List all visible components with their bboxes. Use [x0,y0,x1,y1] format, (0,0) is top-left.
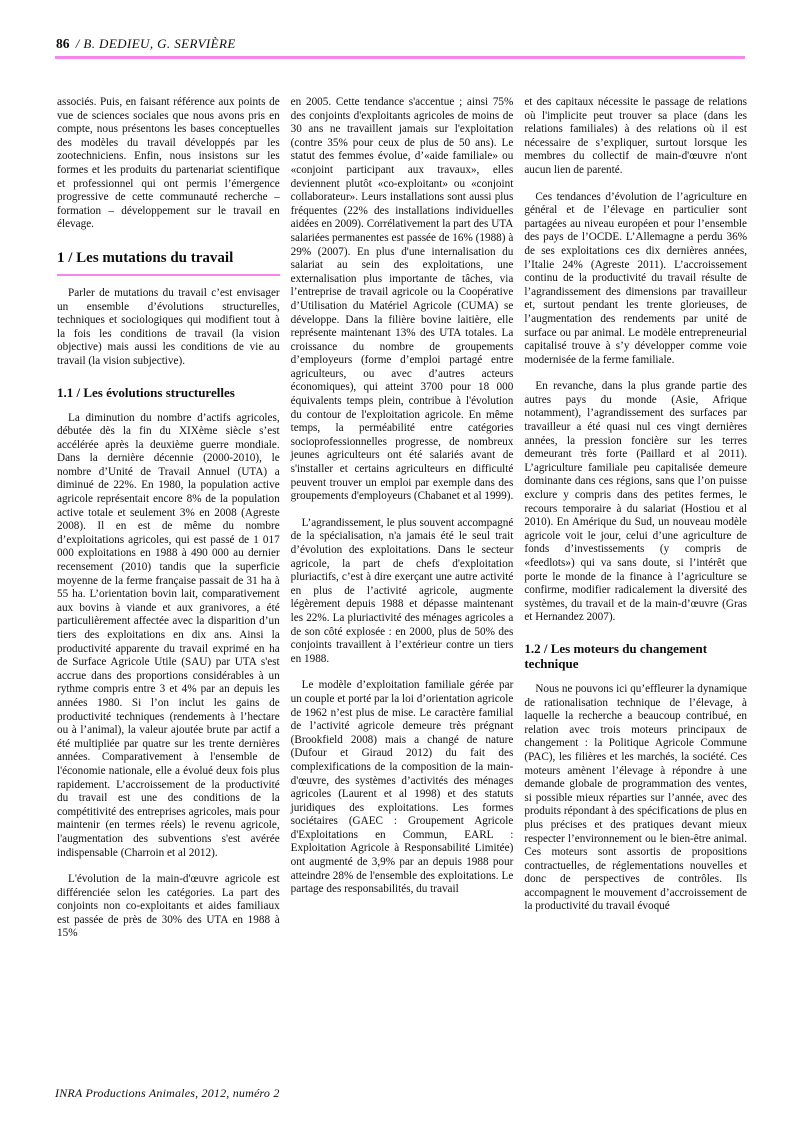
page-number: 86 [56,36,70,51]
running-head [56,36,236,52]
running-head-authors: / B. DEDIEU, G. SERVIÈRE [75,36,236,51]
journal-footer [55,1086,280,1101]
subsection-heading-evolutions-structurelles: 1.1 / Les évolutions structurelles [57,384,235,400]
paragraph: en 2005. Cette tendance s'accentue ; ainsi 75% des conjoints d'exploitants agricoles de moins de 30 ans ne travaillent jamais sur l'exploitation (contre 35% pour ceux de plus de 50 ans). Le statut des femmes évolue, d’«aide familiale» ou «conjoint participant aux travaux», elles deviennent plutôt «co-exploitant» ou «conjoint collaborateur». Leurs installations sont aussi plus fréquentes (22% des installations individuelles aidées en 2009). Corrélativement la part des UTA salariées permanentes est passée de 16% (1988) à 29% (2007). En plus d'une internalisation du salariat au sein des exploitations, une externalisation plus importante de tâches, via l’entreprise de travail agricole ou la Coopérative d’Utilisation du Matériel Agricole (CUMA) se développe. Dans la filière bovine laitière, elle représente maintenant 13% des UTA totales. La croissance du nombre de groupements d’employeurs (forme d’emploi partagé entre agriculteurs, ou avec d’autres acteurs économiques), qui atteint 3700 pour 18 000 équivalents temps plein, contribue à l'évolution du contour de l'exploitation agricole. En même temps, la perméabilité entre catégories socioprofessionnelles progresse, de nombreux jeunes agriculteurs ont été salariés avant de s'installer et certains agriculteurs en difficulté peuvent trouver un emploi par exemple dans des groupements d'employeurs (Chabanet et al 1999). [290,96,514,503]
section-heading-mutations-du-travail: 1 / Les mutations du travail [57,250,280,276]
paragraph: Ces tendances d’évolution de l’agriculture en général et de l’élevage en particulier sont partagées au niveau européen et pour l’ensemble des pays de l’OCDE. L’Allemagne a perdu 36% de ses exploitations ces dix dernières années, l’Italie 24% (Agreste 2011). L’accroissement continu de la productivité du travail résulte de l’agrandissement des dimensions par travailleur et, surtout pendant les trente glorieuses, de l’augmentation des rendements par unité de surface ou par animal. Le modèle entrepreneurial capitalisé trouve à s’y développer comme voie modernisée de la ferme familiale. [524,190,748,366]
paragraph: La diminution du nombre d’actifs agricoles, débutée dès la fin du XIXème siècle s’est accélérée après la deuxième guerre mondiale. Dans la dernière décennie (2000-2010), le nombre d’Unité de Travail Annuel (UTA) a diminué de 22%. En 1980, la population active agricole représentait encore 8% de la population active totale et seulement 3% en 2008 (Agreste 2008). Il en est de même du nombre d’exploitations agricoles, qui est passé de 1 017 000 exploitations en 1988 à 490 000 au dernier recensement (2010) tandis que la superficie moyenne de la ferme française passait de 31 ha à 55 ha. L’orientation bovin lait, comparativement aux bovins à viande et aux granivores, a été particulièrement affectée avec la disparition d’un tiers des exploitations en dix ans. Ainsi la productivité apparente du travail exprimé en ha de Surface Agricole Utile (SAU) par UTA s'est accrue dans des proportions considérables à un rythme compris entre 3 et 4% par an depuis les années 1980. Si l’on inclut les gains de productivité techniques (rendements à l’hectare ou à l’animal), la valeur ajoutée brute par actif a été multipliée par quatre sur les trente dernières années. Comparativement à l'ensemble de l'économie nationale, elle a évolué deux fois plus rapidement. L’accroissement de la productivité du travail est une des conditions de la compétitivité des entreprises agricoles, mais pour maintenir (en termes réels) le revenu agricole, l'augmentation des subventions s'est avérée indispensable (Charroin et al 2012). [57,411,280,859]
paragraph: Nous ne pouvons ici qu’effleurer la dynamique de rationalisation technique de l’élevage, à laquelle la recherche a beaucoup contribué, en relation avec trois moteurs principaux de changement : la Politique Agricole Commune (PAC), les filières et les marchés, la société. Ces moteurs amènent l’élevage à répondre à une demande globale de programmation des ventes, si possible mieux réparties sur l’année, avec des produits répondant à des spécifications de plus en plus précises et des pratiques devant mieux respecter l’environnement ou le bien-être animal. Ces moteurs sont assortis de propositions contractuelles, de réglementations nouvelles et donc de perspectives de contrôles. Ils accompagnent le mouvement d’accroissement de la productivité du travail évoqué [524,682,748,913]
paragraph: Le modèle d’exploitation familiale gérée par un couple et porté par la loi d’orientation agricole de 1962 n’est plus de mise. Le caractère familial de l’activité agricole demeure très prégnant (Brookfield 2008) mais a changé de nature (Dufour et Giraud 2012) du fait des complexifications de la composition de la main-d'œuvre, des systèmes d’activités des ménages agricoles (Laurent et al 1998) et des statuts juridiques des exploitations. Les formes sociétaires (GAEC : Groupement Agricole d'Exploitations en Commun, EARL : Exploitation Agricole à Responsabilité Limitée) ont augmenté de 3,9% par an depuis 1988 pour atteindre 28% de l'ensemble des exploitations. Le partage des responsabilités, du travail [290,679,514,896]
column-3 [524,96,747,941]
paragraph: associés. Puis, en faisant référence aux points de vue de sciences sociales que nous avons pris en compte, nous présentons les bases conceptuelles des modèles du travail développés par les zootechniciens. Enfin, nous insistons sur les formes et les produits du partenariat scientifique et professionnel qui ont permis l’émergence progressive de cette communauté recherche – formation – développement sur le travail en élevage. [57,96,280,231]
header-rule [55,56,745,59]
paragraph: L’agrandissement, le plus souvent accompagné de la spécialisation, n'a jamais été le seul trait d’évolution des exploitations. Dans le secteur agricole, la part de chefs d'exploitation pluriactifs, c’est à dire exerçant une autre activité en plus de l’activité agricole, augmente légèrement depuis 1988 et dépasse maintenant les 22%. La pluriactivité des ménages agricoles a de son côté explosée : en 2000, plus de 50% des conjoints travaillent à l’extérieur contre un tiers en 1988. [290,516,514,665]
paragraph: L'évolution de la main-d'œuvre agricole est différenciée selon les catégories. La part des conjoints non co-exploitants et aides familiaux est passée de près de 30% des UTA en 1988 à 15% [57,873,280,940]
paragraph: et des capitaux nécessite le passage de relations où l'implicite peut trouver sa place (dans les relations familiales) à des relations où il est nécessaire de s’expliquer, surtout lorsque les membres du collectif de main-d'œuvre n'ont aucun lien de parenté. [524,96,748,176]
paragraph: Parler de mutations du travail c’est envisager un ensemble d’évolutions structurelles, techniques et sociologiques qui modifient tout à la fois les conditions de travail (la vision objective) mais aussi les conditions de vie au travail (la vision subjective). [57,286,280,367]
article-body [57,96,747,941]
column-1 [57,96,280,941]
column-2 [291,96,514,941]
journal-citation: INRA Productions Animales, 2012, numéro 2 [55,1086,280,1100]
paragraph: En revanche, dans la plus grande partie des autres pays du monde (Asie, Afrique notamment), l’agrandissement des surfaces par travailleur a été quasi nul ces vingt dernières années, la pression foncière sur les terres demeurant très forte (Paillard et al 2011). L’agriculture familiale peu capitalisée demeure dominante dans ces régions, sans que l’on puisse exclure y compris dans des petites fermes, le recours temporaire à du salariat (Hostiou et al 2010). En Amérique du Sud, un nouveau modèle agricole voit le jour, celui d’une agriculture de fonds d’investissements (y compris de «feedlots») qui va sans doute, si l’intérêt que porte le monde de la finance à l’agriculture se confirme, modifier radicalement la diversité des systèmes, du travail et de la main-d’œuvre (Gras et Hernandez 2007). [524,380,748,624]
subsection-heading-moteurs-changement-technique: 1.2 / Les moteurs du changement technique [524,640,708,671]
